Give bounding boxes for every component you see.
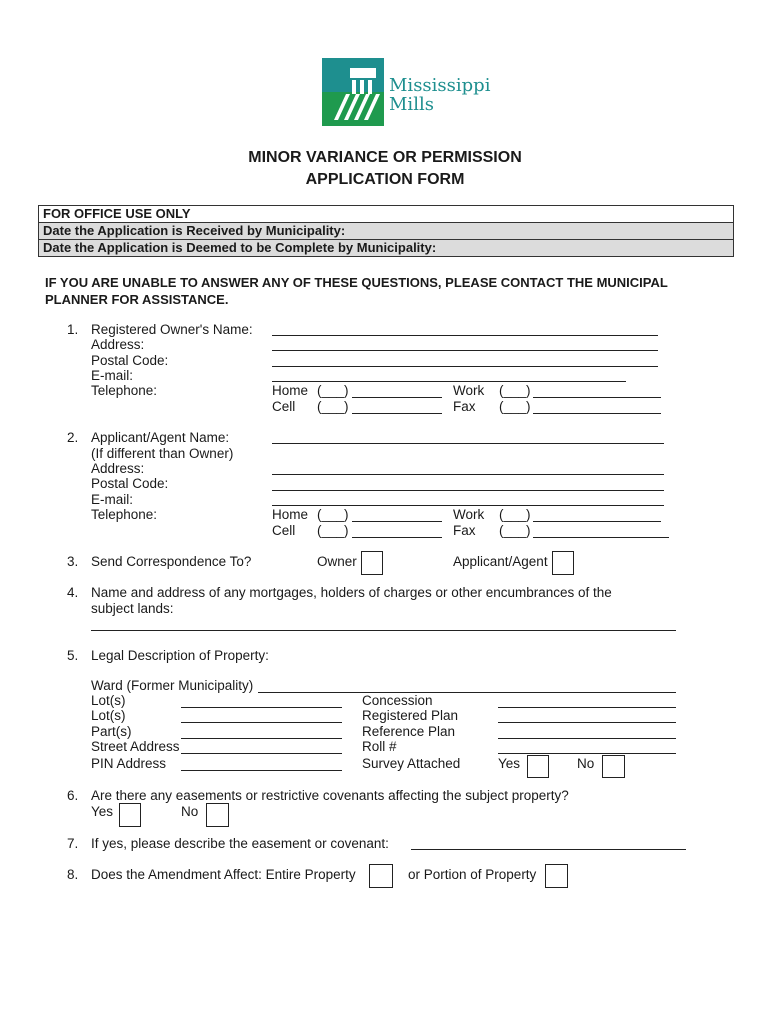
- q1-postal-field[interactable]: [272, 366, 658, 367]
- q5-pin-field[interactable]: [181, 770, 342, 771]
- q8-question: Does the Amendment Affect: Entire Property: [91, 867, 356, 882]
- q5-pin-label: PIN Address: [91, 756, 167, 771]
- q2-number: 2.: [67, 430, 79, 445]
- q6-question: Are there any easements or restrictive covenants affecting the subject property?: [91, 788, 569, 803]
- q1-postal-label: Postal Code:: [91, 353, 169, 368]
- mississippi-mills-logo-icon: [322, 58, 384, 126]
- q2-postal-field[interactable]: [272, 490, 664, 491]
- q2-postal-label: Postal Code:: [91, 476, 169, 491]
- notice-line2: PLANNER FOR ASSISTANCE.: [45, 292, 229, 307]
- q2-fax-label: Fax: [453, 523, 476, 538]
- office-use-table: [38, 205, 734, 257]
- q2-email-field[interactable]: [272, 505, 664, 506]
- logo: [322, 58, 491, 126]
- date-complete-row: Date the Application is Deemed to be Complete by Municipality:: [39, 240, 733, 256]
- q8-portion-label: or Portion of Property: [408, 867, 537, 882]
- q5-no-label: No: [577, 756, 595, 771]
- q7-description-field[interactable]: [411, 849, 686, 850]
- q5-survey-no-checkbox[interactable]: [602, 755, 625, 778]
- q2-agent-name-label: Applicant/Agent Name:: [91, 430, 230, 445]
- q5-concession-label: Concession: [362, 693, 433, 708]
- q1-cell-area: (___): [317, 399, 349, 414]
- q2-fax-field[interactable]: [533, 537, 669, 538]
- q2-email-label: E-mail:: [91, 492, 134, 507]
- q5-concession-field[interactable]: [498, 707, 676, 708]
- q2-address-field[interactable]: [272, 474, 664, 475]
- q3-owner-checkbox[interactable]: [361, 551, 383, 575]
- office-use-header: FOR OFFICE USE ONLY: [39, 206, 733, 223]
- q1-cell-field[interactable]: [352, 413, 442, 414]
- q1-cell-label: Cell: [272, 399, 296, 414]
- q5-reference-field[interactable]: [498, 738, 676, 739]
- q1-owner-name-field[interactable]: [272, 335, 658, 336]
- q5-lots-label: Lot(s): [91, 693, 126, 708]
- q5-lot-field[interactable]: [181, 722, 342, 723]
- q1-telephone-label: Telephone:: [91, 383, 158, 398]
- q1-home-label: Home: [272, 383, 309, 398]
- q3-number: 3.: [67, 554, 79, 569]
- q5-ward-field[interactable]: [258, 692, 676, 693]
- q2-different-note: (If different than Owner): [91, 446, 234, 461]
- q5-survey-label: Survey Attached: [362, 756, 461, 771]
- q2-work-field[interactable]: [533, 521, 661, 522]
- q5-roll-field[interactable]: [498, 753, 676, 754]
- q4-question-line2: subject lands:: [91, 601, 174, 616]
- notice-line1: IF YOU ARE UNABLE TO ANSWER ANY OF THESE QUESTIONS, PLEASE CONTACT THE MUNICIPAL: [45, 275, 668, 290]
- q1-fax-label: Fax: [453, 399, 476, 414]
- q5-reference-label: Reference Plan: [362, 724, 456, 739]
- q1-number: 1.: [67, 322, 79, 337]
- q1-address-label: Address:: [91, 337, 145, 352]
- q5-registered-label: Registered Plan: [362, 708, 459, 723]
- q2-address-label: Address:: [91, 461, 145, 476]
- q1-work-label: Work: [453, 383, 485, 398]
- q6-yes-label: Yes: [91, 804, 114, 819]
- q2-cell-label: Cell: [272, 523, 296, 538]
- q7-question: If yes, please describe the easement or covenant:: [91, 836, 389, 851]
- page-title-line1: MINOR VARIANCE OR PERMISSION: [248, 149, 522, 166]
- q1-email-field[interactable]: [272, 381, 626, 382]
- q2-telephone-label: Telephone:: [91, 507, 158, 522]
- q3-agent-checkbox[interactable]: [552, 551, 574, 575]
- q4-encumbrances-field[interactable]: [91, 630, 676, 631]
- q8-entire-property-checkbox[interactable]: [369, 864, 393, 888]
- q7-number: 7.: [67, 836, 79, 851]
- q3-agent-label: Applicant/Agent: [453, 554, 548, 569]
- q2-fax-area: (___): [499, 523, 531, 538]
- logo-name-line1: Mississippi: [389, 75, 491, 96]
- q2-cell-area: (___): [317, 523, 349, 538]
- q4-number: 4.: [67, 585, 79, 600]
- q8-portion-checkbox[interactable]: [545, 864, 568, 888]
- q5-question: Legal Description of Property:: [91, 648, 269, 663]
- page-title-line2: APPLICATION FORM: [305, 171, 465, 188]
- q1-home-field[interactable]: [352, 397, 442, 398]
- q1-home-area: (___): [317, 383, 349, 398]
- q6-number: 6.: [67, 788, 79, 803]
- q1-fax-area: (___): [499, 399, 531, 414]
- logo-name-line2: Mills: [389, 94, 434, 115]
- q5-number: 5.: [67, 648, 79, 663]
- q5-parts-field[interactable]: [181, 738, 342, 739]
- q2-cell-field[interactable]: [352, 537, 442, 538]
- q6-no-checkbox[interactable]: [206, 803, 229, 827]
- q5-parts-label: Part(s): [91, 724, 132, 739]
- q2-work-area: (___): [499, 507, 531, 522]
- q2-agent-name-field[interactable]: [272, 443, 664, 444]
- q5-roll-label: Roll #: [362, 739, 397, 754]
- q2-home-field[interactable]: [352, 521, 442, 522]
- q3-owner-label: Owner: [317, 554, 357, 569]
- q5-ward-label: Ward (Former Municipality): [91, 678, 254, 693]
- q2-home-area: (___): [317, 507, 349, 522]
- q2-home-label: Home: [272, 507, 309, 522]
- q5-street-label: Street Address: [91, 739, 180, 754]
- q5-registered-field[interactable]: [498, 722, 676, 723]
- date-received-row: Date the Application is Received by Municipality:: [39, 223, 733, 240]
- q2-work-label: Work: [453, 507, 485, 522]
- q5-lots-field[interactable]: [181, 707, 342, 708]
- q3-question: Send Correspondence To?: [91, 554, 252, 569]
- q1-fax-field[interactable]: [533, 413, 661, 414]
- q1-address-field[interactable]: [272, 350, 658, 351]
- q1-owner-name-label: Registered Owner's Name:: [91, 322, 253, 337]
- q6-yes-checkbox[interactable]: [119, 803, 141, 827]
- q4-question-line1: Name and address of any mortgages, holders of charges or other encumbrances of the: [91, 585, 612, 600]
- q1-email-label: E-mail:: [91, 368, 134, 383]
- q5-survey-yes-checkbox[interactable]: [527, 755, 549, 778]
- q5-street-field[interactable]: [181, 753, 342, 754]
- q6-no-label: No: [181, 804, 199, 819]
- q5-yes-label: Yes: [498, 756, 521, 771]
- q1-work-area: (___): [499, 383, 531, 398]
- q5-lot-label: Lot(s): [91, 708, 126, 723]
- q8-number: 8.: [67, 867, 79, 882]
- q1-work-field[interactable]: [533, 397, 661, 398]
